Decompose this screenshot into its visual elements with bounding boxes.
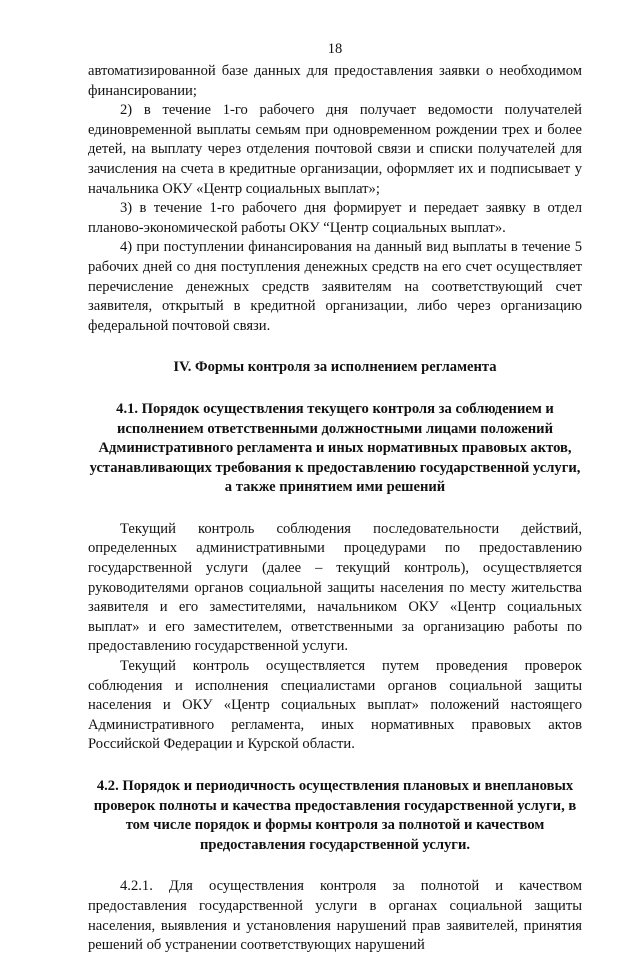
paragraph-4-1-second: Текущий контроль осуществляется путем проведения проверок соблюдения и исполнения специалистами органов социальной защиты населения и ОКУ «Центр социальных выплат» положений настоящего Административного регламента, иных нормативных правовых актов Российской Федерации и Курской области. <box>88 658 582 753</box>
document-page <box>88 0 582 954</box>
page-number: 18 <box>327 41 343 57</box>
paragraph-item-2: 2) в течение 1-го рабочего дня получает ведомости получателей единовременной выплаты семьям при одновременном рождении трех и более детей, на выплату через отделения почтовой связи и списки получателей для зачисления на счета в кредитные организации, оформляет их и подписывает у начальника ОКУ «Центр социальных выплат»; <box>88 102 582 197</box>
paragraph-4-2-1: 4.2.1. Для осуществления контроля за полнотой и качеством предоставления государственной услуги в органах социальной защиты населения, выявления и установления нарушений прав заявителей, принятия решений об устранении соответствующих нарушений <box>88 878 582 954</box>
paragraph-continuation: автоматизированной базе данных для предоставления заявки о необходимом финансировании; <box>88 63 582 99</box>
paragraph-item-4: 4) при поступлении финансирования на данный вид выплаты в течение 5 рабочих дней со дня поступления денежных средств на его счет осуществляет перечисление денежных средств заявителям на соответствующий счет заявителя, открытый в кредитной организации, либо через организацию федеральной почтовой связи. <box>88 239 582 334</box>
document-body <box>88 62 582 956</box>
subsection-4-1-title: 4.1. Порядок осуществления текущего контроля за соблюдением и исполнением ответственными должностными лицами положений Административного регламента и иных нормативных правовых актов, устанавливающих требования к предоставлению государственной услуги, а также принятием ими решений <box>89 400 581 496</box>
paragraph-item-3: 3) в течение 1-го рабочего дня формирует и передает заявку в отдел планово-экономической работы ОКУ “Центр социальных выплат». <box>88 200 582 236</box>
subsection-4-2-title: 4.2. Порядок и периодичность осуществления плановых и внеплановых проверок полноты и качества предоставления государственной услуги, в том числе порядок и формы контроля за полнотой и качеством предоставления государственной услуги. <box>93 778 577 853</box>
paragraph-4-1-first: Текущий контроль соблюдения последовательности действий, определенных административными процедурами по предоставлению государственной услуги (далее – текущий контроль), осуществляется руководителями органов социальной защиты населения по месту жительства заявителя и его заместителями, начальником ОКУ «Центр социальных выплат» и его заместителем, ответственными за организацию работы по предоставлению государственной услуги. <box>88 520 582 655</box>
section-iv-title: IV. Формы контроля за исполнением регламента <box>173 359 497 376</box>
